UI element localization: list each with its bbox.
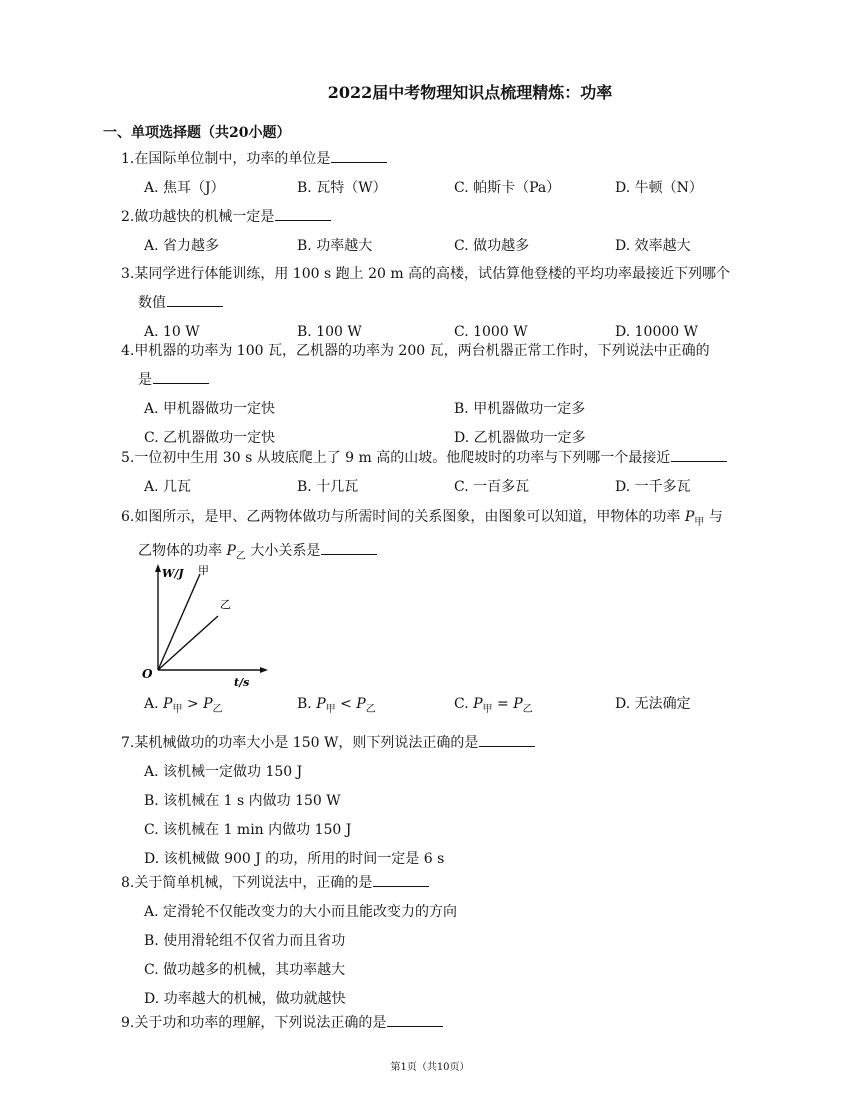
question-stem: 2.做功越快的机械一定是 (121, 203, 791, 232)
line-jia (158, 574, 200, 670)
question-4 (121, 337, 791, 453)
question-7 (121, 729, 791, 874)
origin-label: O (142, 667, 153, 681)
question-stem: 6.如图所示，是甲、乙两物体做功与所需时间的关系图象，由图象可以知道，甲物体的功率 $P_甲$ 与 (121, 509, 723, 528)
question-3 (121, 260, 791, 347)
question-stem: 4.甲机器的功率为 100 瓦，乙机器的功率为 200 瓦，两台机器正常工作时，下列说法中正确的 (121, 343, 710, 359)
question-stem-line2: 是 (121, 366, 791, 395)
option-b[interactable]: B. 该机械在 1 s 内做功 150 W (144, 793, 341, 809)
page-title: 2022届中考物理知识点梳理精炼：功率 (327, 83, 613, 102)
option-b[interactable]: B. 瓦特（W） (297, 180, 387, 196)
option-d[interactable]: D. 一千多瓦 (615, 479, 691, 495)
question-stem: 7.某机械做功的功率大小是 150 W，则下列说法正确的是 (121, 729, 791, 758)
option-a[interactable]: A. 定滑轮不仅能改变力的大小而且能改变力的方向 (144, 904, 458, 920)
option-d[interactable]: D. 无法确定 (615, 696, 691, 712)
work-time-graph (140, 560, 270, 688)
answer-blank[interactable] (331, 148, 387, 163)
answer-blank[interactable] (671, 447, 727, 462)
answer-blank[interactable] (167, 292, 223, 307)
question-stem-line2: 乙物体的功率 $P_乙$ 大小关系是 (121, 537, 791, 571)
option-b[interactable]: B. 甲机器做功一定多 (454, 401, 586, 417)
question-stem: 1.在国际单位制中，功率的单位是 (121, 145, 791, 174)
page-footer: 第1页（共10页） (390, 1062, 470, 1073)
answer-blank[interactable] (387, 1012, 443, 1027)
section-heading: 一、单项选择题（共20小题） (103, 125, 291, 141)
x-axis-label: t/s (234, 676, 250, 688)
x-axis-arrow-icon (260, 667, 268, 673)
option-c[interactable]: C. 做功越多 (454, 238, 530, 254)
option-d[interactable]: D. 10000 W (615, 324, 699, 340)
question-6-options (121, 690, 791, 719)
option-a[interactable]: A. 焦耳（J） (144, 180, 225, 196)
option-c[interactable]: C. 做功越多的机械，其功率越大 (144, 962, 346, 978)
option-c[interactable]: C. 该机械在 1 min 内做功 150 J (144, 822, 352, 838)
answer-blank[interactable] (321, 540, 377, 555)
question-stem: 8.关于简单机械，下列说法中，正确的是 (121, 869, 791, 898)
option-c[interactable]: C. 1000 W (454, 324, 528, 340)
line-yi-label: 乙 (220, 598, 231, 611)
answer-blank[interactable] (479, 732, 535, 747)
option-a[interactable]: A. 几瓦 (144, 479, 192, 495)
option-d[interactable]: D. 该机械做 900 J 的功，所用的时间一定是 6 s (144, 851, 445, 867)
option-d[interactable]: D. 效率越大 (615, 238, 691, 254)
answer-blank[interactable] (373, 872, 429, 887)
answer-blank[interactable] (275, 206, 331, 221)
option-c[interactable]: C. $P_甲 = P_乙$ (454, 696, 533, 715)
line-jia-label: 甲 (198, 564, 209, 577)
y-axis-arrow-icon (155, 564, 161, 572)
option-d[interactable]: D. 牛顿（N） (615, 180, 703, 196)
question-stem: 9.关于功和功率的理解，下列说法正确的是 (121, 1009, 791, 1038)
y-axis-label: W/J (162, 567, 184, 580)
option-a[interactable]: A. 该机械一定做功 150 J (144, 764, 303, 780)
option-a[interactable]: A. 省力越多 (144, 238, 220, 254)
option-b[interactable]: B. $P_甲 < P_乙$ (297, 696, 376, 715)
question-8 (121, 869, 791, 1014)
option-c[interactable]: C. 帕斯卡（Pa） (454, 180, 561, 196)
line-yi (158, 616, 218, 670)
question-stem: 3.某同学进行体能训练，用 100 s 跑上 20 m 高的高楼，试估算他登楼的平均功率最接近下列哪个 (121, 266, 731, 282)
option-c[interactable]: C. 一百多瓦 (454, 479, 530, 495)
option-b[interactable]: B. 十几瓦 (297, 479, 359, 495)
question-2 (121, 203, 791, 261)
answer-blank[interactable] (153, 369, 209, 384)
question-1 (121, 145, 791, 203)
option-c[interactable]: C. 乙机器做功一定快 (144, 430, 276, 446)
option-b[interactable]: B. 功率越大 (297, 238, 373, 254)
question-9 (121, 1009, 791, 1038)
question-stem-line2: 数值 (121, 289, 791, 318)
option-d[interactable]: D. 乙机器做功一定多 (454, 430, 586, 446)
option-d[interactable]: D. 功率越大的机械，做功就越快 (144, 991, 346, 1007)
option-a[interactable]: A. $P_甲 > P_乙$ (144, 696, 223, 715)
question-5 (121, 444, 791, 502)
question-stem: 5.一位初中生用 30 s 从坡底爬上了 9 m 高的山坡。他爬坡时的功率与下列哪一个最接近 (121, 444, 791, 473)
option-b[interactable]: B. 使用滑轮组不仅省力而且省功 (144, 933, 346, 949)
option-b[interactable]: B. 100 W (297, 324, 362, 340)
option-a[interactable]: A. 甲机器做功一定快 (144, 401, 276, 417)
option-a[interactable]: A. 10 W (144, 324, 200, 340)
